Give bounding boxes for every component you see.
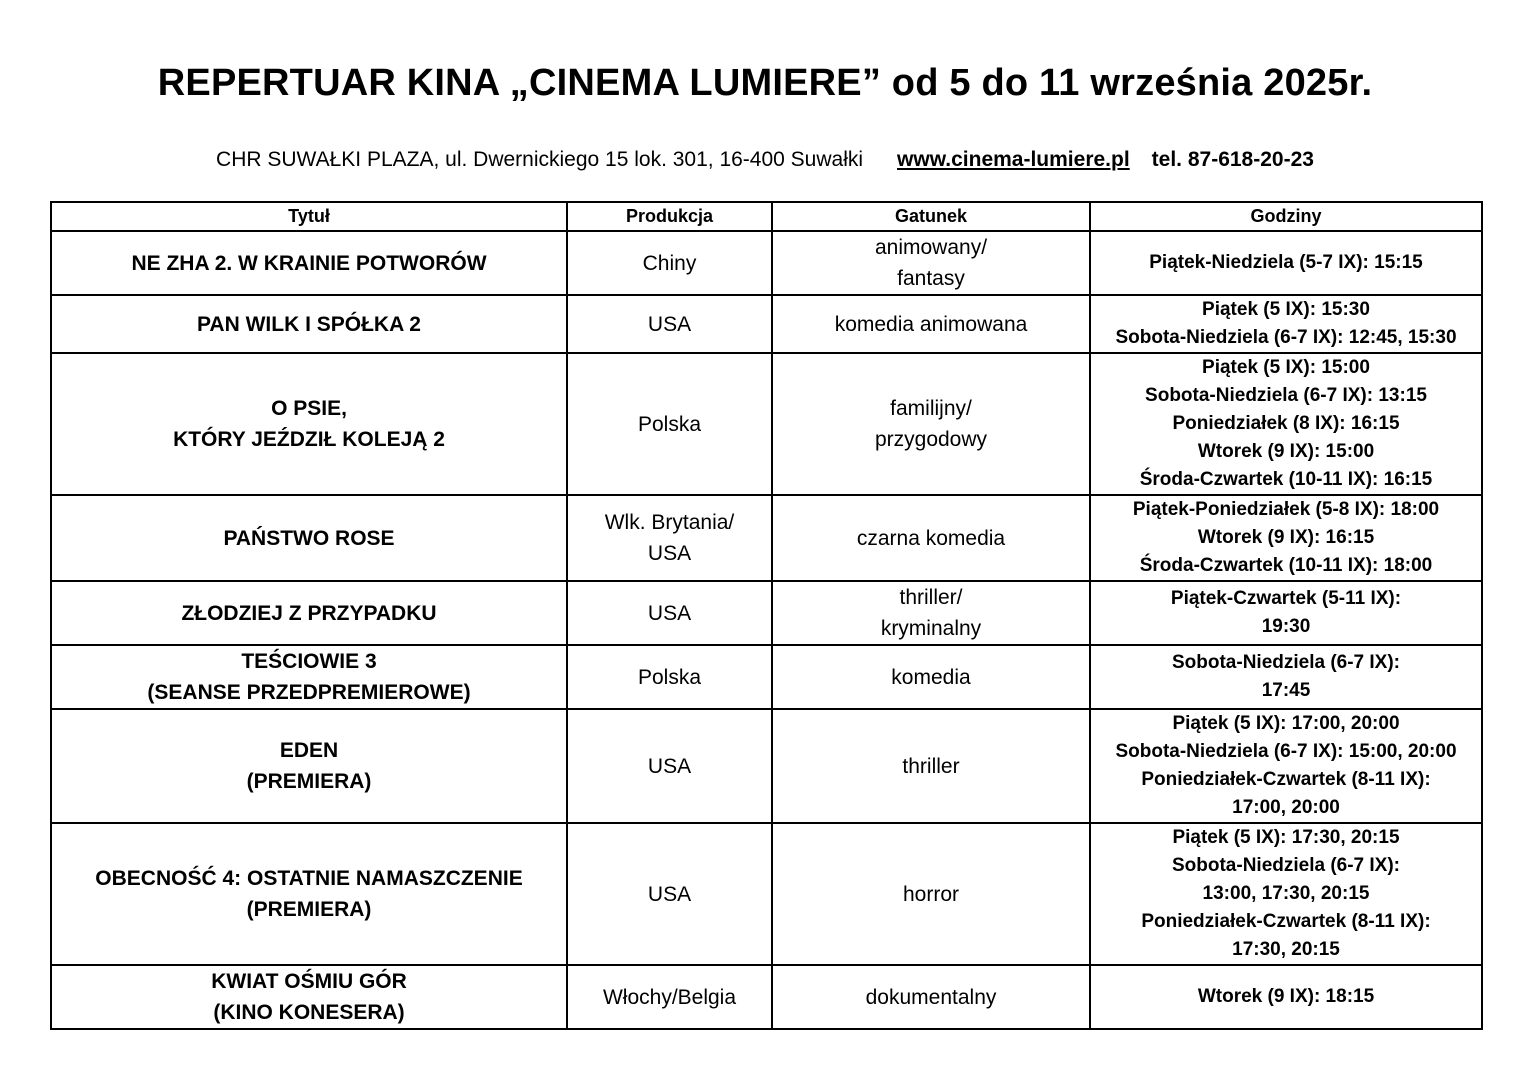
movie-hours-cell	[1090, 353, 1482, 495]
column-header-hours: Godziny	[1090, 202, 1482, 231]
movie-hours-line: Wtorek (9 IX): 16:15	[1197, 527, 1375, 548]
movie-production-cell	[567, 823, 772, 965]
movie-title-line: TEŚCIOWIE 3	[241, 650, 377, 673]
movie-hours-line: Środa-Czwartek (10-11 IX): 16:15	[1139, 469, 1433, 490]
cinema-address: CHR SUWAŁKI PLAZA, ul. Dwernickiego 15 lok. 301, 16-400 Suwałki	[216, 148, 864, 171]
movie-title-line: KTÓRY JEŹDZIŁ KOLEJĄ 2	[173, 428, 445, 451]
movie-production-line: Włochy/Belgia	[602, 985, 737, 1009]
table-row	[51, 581, 1482, 645]
movie-hours-line: Piątek-Czwartek (5-11 IX):	[1170, 588, 1402, 609]
movie-hours-line: Piątek (5 IX): 17:30, 20:15	[1172, 827, 1400, 848]
column-header-title: Tytuł	[51, 202, 567, 231]
movie-title-cell	[51, 495, 567, 581]
movie-title-line: PAN WILK I SPÓŁKA 2	[196, 312, 421, 336]
movie-hours-cell	[1090, 645, 1482, 709]
movie-title-line: KWIAT OŚMIU GÓR	[211, 970, 407, 993]
movie-hours-line: Piątek-Niedziela (5-7 IX): 15:15	[1149, 252, 1423, 273]
table-header-row	[51, 202, 1482, 231]
movie-genre-line: familijny/	[890, 397, 972, 420]
movie-title-line: OBECNOŚĆ 4: OSTATNIE NAMASZCZENIE	[95, 867, 523, 890]
movie-title-line: PAŃSTWO ROSE	[223, 526, 395, 550]
movie-genre-line: thriller	[902, 754, 960, 778]
movie-genre-cell	[772, 645, 1090, 709]
column-header-production: Produkcja	[567, 202, 772, 231]
column-header-genre: Gatunek	[772, 202, 1090, 231]
movie-title-line: (SEANSE PRZEDPREMIEROWE)	[147, 681, 471, 704]
movie-hours-line: Sobota-Niedziela (6-7 IX):	[1171, 855, 1401, 876]
movie-genre-line: horror	[902, 882, 960, 906]
table-row	[51, 709, 1482, 823]
movie-hours-line: Sobota-Niedziela (6-7 IX): 13:15	[1145, 385, 1427, 406]
movie-title-line: O PSIE,	[271, 397, 347, 420]
movie-genre-cell	[772, 353, 1090, 495]
table-row	[51, 231, 1482, 295]
table-row	[51, 295, 1482, 353]
movie-title-line: (PREMIERA)	[246, 898, 372, 921]
movie-hours-line: 17:00, 20:00	[1232, 797, 1340, 818]
movie-production-cell	[567, 965, 772, 1029]
movie-hours-cell	[1090, 495, 1482, 581]
movie-title-cell	[51, 353, 567, 495]
table-row	[51, 353, 1482, 495]
table-row	[51, 823, 1482, 965]
movie-title-cell	[51, 645, 567, 709]
movie-genre-line: przygodowy	[874, 428, 988, 451]
movie-hours-line: Wtorek (9 IX): 15:00	[1197, 441, 1375, 462]
movie-production-line: USA	[647, 882, 692, 906]
table-row	[51, 965, 1482, 1029]
movie-hours-line: Piątek (5 IX): 15:00	[1202, 357, 1370, 378]
page-title: REPERTUAR KINA „CINEMA LUMIERE” od 5 do 11 września 2025r.	[157, 62, 1373, 104]
repertoire-table	[50, 201, 1483, 1030]
movie-production-cell	[567, 231, 772, 295]
movie-genre-line: komedia animowana	[834, 312, 1028, 336]
movie-genre-line: animowany/	[874, 236, 988, 259]
phone-number: tel. 87-618-20-23	[1151, 148, 1314, 171]
movie-production-line: USA	[647, 601, 692, 625]
movie-genre-line: komedia	[891, 665, 971, 689]
movie-genre-cell	[772, 231, 1090, 295]
movie-production-line: Polska	[637, 665, 702, 689]
website-link[interactable]: www.cinema-lumiere.pl	[897, 148, 1130, 171]
movie-production-cell	[567, 353, 772, 495]
movie-hours-cell	[1090, 581, 1482, 645]
movie-hours-cell	[1090, 823, 1482, 965]
movie-hours-line: Wtorek (9 IX): 18:15	[1197, 986, 1375, 1007]
movie-genre-cell	[772, 823, 1090, 965]
movie-production-cell	[567, 495, 772, 581]
movie-title-cell	[51, 965, 567, 1029]
movie-title-line: ZŁODZIEJ Z PRZYPADKU	[181, 601, 437, 625]
movie-production-line: USA	[647, 754, 692, 778]
movie-production-cell	[567, 295, 772, 353]
movie-genre-cell	[772, 709, 1090, 823]
movie-hours-cell	[1090, 709, 1482, 823]
table-row	[51, 495, 1482, 581]
movie-hours-line: Sobota-Niedziela (6-7 IX):	[1171, 652, 1401, 673]
movie-title-cell	[51, 231, 567, 295]
movie-title-line: (KINO KONESERA)	[213, 1001, 405, 1024]
movie-genre-line: kryminalny	[880, 617, 982, 640]
movie-production-line: Polska	[637, 412, 702, 436]
movie-title-line: (PREMIERA)	[246, 770, 372, 793]
movie-production-cell	[567, 709, 772, 823]
movie-hours-cell	[1090, 231, 1482, 295]
movie-production-cell	[567, 645, 772, 709]
movie-title-cell	[51, 581, 567, 645]
movie-title-line: EDEN	[279, 739, 339, 762]
movie-genre-line: fantasy	[897, 267, 965, 290]
movie-hours-cell	[1090, 965, 1482, 1029]
movie-genre-line: thriller/	[899, 586, 963, 609]
movie-hours-line: Sobota-Niedziela (6-7 IX): 15:00, 20:00	[1115, 741, 1457, 762]
movie-genre-line: dokumentalny	[865, 985, 997, 1009]
movie-hours-line: 13:00, 17:30, 20:15	[1202, 883, 1370, 904]
movie-genre-cell	[772, 295, 1090, 353]
movie-genre-line: czarna komedia	[856, 526, 1006, 550]
table-row	[51, 645, 1482, 709]
movie-hours-line: Piątek (5 IX): 17:00, 20:00	[1172, 713, 1400, 734]
movie-hours-line: 17:45	[1261, 680, 1311, 701]
movie-title-cell	[51, 295, 567, 353]
movie-title-line: NE ZHA 2. W KRAINIE POTWORÓW	[131, 251, 487, 275]
movie-hours-line: 19:30	[1261, 616, 1311, 637]
movie-hours-line: Środa-Czwartek (10-11 IX): 18:00	[1139, 555, 1433, 576]
movie-production-line: USA	[647, 312, 692, 336]
movie-hours-line: Piątek-Poniedziałek (5-8 IX): 18:00	[1132, 499, 1440, 520]
movie-production-line: Wlk. Brytania/	[604, 511, 735, 534]
movie-hours-line: Piątek (5 IX): 15:30	[1202, 299, 1370, 320]
movie-hours-line: Poniedziałek (8 IX): 16:15	[1172, 413, 1400, 434]
movie-hours-line: Poniedziałek-Czwartek (8-11 IX):	[1141, 911, 1431, 932]
movie-genre-cell	[772, 581, 1090, 645]
movie-hours-cell	[1090, 295, 1482, 353]
movie-production-line: Chiny	[642, 251, 697, 275]
movie-hours-line: Poniedziałek-Czwartek (8-11 IX):	[1141, 769, 1431, 790]
movie-hours-line: Sobota-Niedziela (6-7 IX): 12:45, 15:30	[1115, 327, 1457, 348]
movie-genre-cell	[772, 965, 1090, 1029]
movie-production-line: USA	[647, 542, 692, 565]
movie-hours-line: 17:30, 20:15	[1232, 939, 1340, 960]
cinema-info	[0, 148, 1530, 172]
movie-genre-cell	[772, 495, 1090, 581]
movie-title-cell	[51, 709, 567, 823]
movie-production-cell	[567, 581, 772, 645]
movie-title-cell	[51, 823, 567, 965]
